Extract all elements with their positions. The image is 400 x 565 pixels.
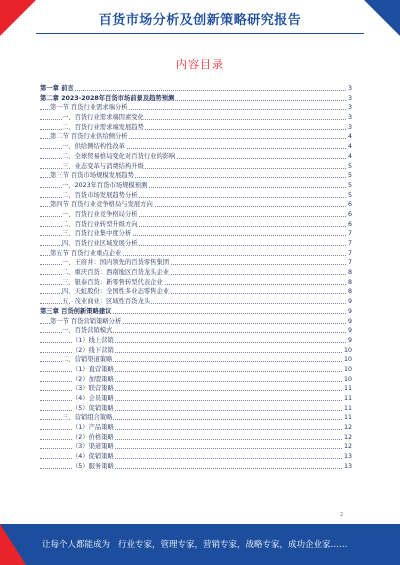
- toc-entry[interactable]: [40, 103, 352, 113]
- toc-entry[interactable]: [40, 375, 352, 385]
- toc-entry[interactable]: [40, 346, 352, 356]
- toc-entry[interactable]: [40, 317, 352, 327]
- toc-entry-page: 3: [347, 104, 352, 112]
- toc-entry[interactable]: [40, 181, 352, 191]
- toc-entry-page: 6: [347, 201, 352, 209]
- toc-entry-page: 10: [343, 375, 352, 383]
- toc-entry-label: 一、2023年百货市场规模预测: [62, 181, 148, 189]
- toc-entry-page: 8: [347, 288, 352, 296]
- toc-entry[interactable]: [40, 384, 352, 394]
- toc-entry-label: 一、百货行业需求端因素变化: [62, 114, 144, 122]
- toc-entry-page: 7: [347, 249, 352, 257]
- toc-entry-page: 5: [347, 162, 352, 170]
- toc-entry-label: 三、百货行业集中度分析: [62, 230, 132, 238]
- report-title: 百货市场分析及创新策略研究报告: [98, 13, 302, 28]
- toc-entry-label: （2）价格策略: [72, 433, 114, 441]
- toc-entry-page: 3: [347, 94, 352, 102]
- header-rule: [36, 33, 364, 34]
- toc-entry-label: 第二节 百货行业供给侧分析: [50, 133, 128, 141]
- toc-entry-page: 8: [347, 269, 352, 277]
- toc-entry-label: （3）联营策略: [72, 385, 114, 393]
- toc-entry-page: 5: [347, 191, 352, 199]
- footer-red-tab: [0, 524, 26, 565]
- toc-entry-page: 12: [343, 433, 352, 441]
- toc-entry-page: 7: [347, 230, 352, 238]
- toc-entry-label: 三、银泰百货：新零售转型代表企业: [62, 278, 163, 286]
- toc-entry-page: 11: [343, 385, 352, 393]
- toc-entry-label: （3）渠道策略: [72, 443, 114, 451]
- toc-entry[interactable]: [40, 365, 352, 375]
- footer-slogan: 让每个人都能成为: [42, 540, 111, 550]
- toc-entry-label: （5）促销策略: [72, 404, 114, 412]
- toc-entry-label: （4）会员策略: [72, 395, 114, 402]
- toc-entry-label: 一、百货行业竞争格局分析: [62, 210, 138, 218]
- toc-entry-page: 9: [347, 317, 352, 325]
- table-of-contents: [40, 84, 352, 472]
- toc-entry[interactable]: [40, 258, 352, 268]
- toc-entry-label: 一、供给侧结构性改革: [62, 143, 125, 151]
- toc-entry-label: （1）线上营销: [72, 336, 114, 344]
- toc-entry-page: 4: [347, 133, 352, 141]
- toc-entry-label: 第五节 百货行业重点企业: [50, 249, 122, 257]
- toc-entry-label: 二、全球贸易格局变化对百货行业的影响: [62, 152, 176, 160]
- toc-entry-label: 第三节 百货市场规模发展趋势: [50, 172, 134, 180]
- toc-entry-page: 7: [347, 240, 352, 247]
- toc-entry-label: 第三章 百货创新策略建议: [40, 307, 112, 315]
- toc-entry-label: 一、百货营销模式: [62, 327, 113, 335]
- toc-entry[interactable]: [40, 132, 352, 142]
- toc-entry-page: 8: [347, 278, 352, 286]
- toc-entry[interactable]: [40, 200, 352, 210]
- toc-entry-page: 12: [343, 424, 352, 432]
- toc-entry[interactable]: [40, 336, 352, 346]
- toc-entry[interactable]: [40, 404, 352, 414]
- toc-entry-label: （4）促销策略: [72, 453, 114, 461]
- toc-entry-page: 10: [343, 365, 352, 373]
- toc-entry[interactable]: [40, 394, 352, 404]
- toc-entry-page: 3: [347, 123, 352, 131]
- toc-entry-label: 三、业态变革与消费结构升级: [62, 162, 144, 170]
- toc-entry[interactable]: [40, 433, 352, 443]
- toc-entry-label: 二、百货市场发展趋势分析: [62, 191, 138, 199]
- toc-entry-page: 9: [347, 336, 352, 344]
- toc-entry-page: 6: [347, 210, 352, 218]
- toc-entry[interactable]: [40, 423, 352, 433]
- toc-entry[interactable]: [40, 162, 352, 172]
- toc-entry[interactable]: [40, 442, 352, 452]
- toc-entry-label: （2）线下营销: [72, 346, 114, 354]
- toc-entry-page: 7: [347, 259, 352, 267]
- toc-entry-label: 四、百货行业区域发展分析: [62, 240, 138, 247]
- toc-entry-label: 五、茂业商业：区域性百货龙头: [62, 298, 151, 306]
- toc-entry-page: 6: [347, 220, 352, 228]
- page-header: [0, 0, 400, 36]
- toc-entry[interactable]: [40, 413, 352, 423]
- toc-entry-page: 4: [347, 152, 352, 160]
- toc-entry[interactable]: [40, 268, 352, 278]
- toc-entry[interactable]: [40, 239, 352, 249]
- toc-entry[interactable]: [40, 278, 352, 288]
- toc-heading: 内容目录: [176, 58, 224, 71]
- page-number: 2: [340, 512, 344, 518]
- toc-entry-label: 二、百货行业需求端发展趋势: [62, 123, 144, 131]
- toc-entry[interactable]: [40, 297, 352, 307]
- toc-entry-label: 第一节 百货行业需求端分析: [50, 104, 128, 112]
- toc-entry-page: 9: [347, 327, 352, 335]
- toc-entry-page: 5: [347, 181, 352, 189]
- toc-entry[interactable]: [40, 210, 352, 220]
- toc-entry[interactable]: [40, 94, 352, 104]
- toc-entry-label: 第四节 百货行业竞争格局与发展方向: [50, 201, 153, 209]
- toc-leader-dots: [40, 90, 348, 91]
- toc-entry[interactable]: [40, 152, 352, 162]
- toc-entry[interactable]: [40, 191, 352, 201]
- toc-entry-label: 二、百货行业转型升级方向: [62, 220, 138, 228]
- toc-entry-page: 9: [347, 298, 352, 306]
- toc-entry-label: 二、重庆百货：西南地区百货龙头企业: [62, 269, 170, 277]
- toc-entry-page: 11: [343, 395, 352, 402]
- toc-entry[interactable]: [40, 84, 352, 94]
- toc-entry[interactable]: [40, 113, 352, 123]
- toc-entry[interactable]: [40, 326, 352, 336]
- toc-entry-page: 11: [343, 414, 352, 422]
- toc-entry-page: 5: [347, 172, 352, 180]
- toc-entry-page: 13: [343, 453, 352, 461]
- toc-entry[interactable]: [40, 355, 352, 365]
- toc-entry-label: 四、天虹股份：全国性多业态零售企业: [62, 288, 170, 296]
- toc-entry-label: 三、营销组合策略: [62, 414, 113, 422]
- toc-entry[interactable]: [40, 452, 352, 462]
- footer-roles: 行业专家，管理专家，营销专家，战略专家，成功企业家……: [118, 540, 348, 550]
- toc-entry[interactable]: [40, 229, 352, 239]
- toc-entry-label: （1）直营策略: [72, 365, 114, 373]
- toc-entry[interactable]: [40, 123, 352, 133]
- toc-entry-page: 10: [343, 356, 352, 364]
- toc-entry[interactable]: [40, 249, 352, 259]
- toc-entry-page: 3: [347, 85, 352, 92]
- toc-entry[interactable]: [40, 220, 352, 230]
- toc-entry-label: （5）服务策略: [72, 462, 114, 470]
- toc-entry[interactable]: [40, 307, 352, 317]
- toc-entry-page: 4: [347, 143, 352, 151]
- toc-entry-page: 10: [343, 346, 352, 354]
- toc-entry-page: 9: [347, 307, 352, 315]
- toc-entry-label: 第一章 前言: [40, 85, 74, 92]
- toc-entry-label: 二、营销渠道策略: [62, 356, 113, 364]
- toc-entry[interactable]: [40, 287, 352, 297]
- toc-entry-label: 第二章 2023-2028年百货市场前景及趋势预测: [40, 94, 175, 102]
- toc-entry-label: 第一节 百货营销策略分析: [50, 317, 122, 325]
- toc-entry-page: 11: [343, 404, 352, 412]
- toc-entry-label: （2）加盟策略: [72, 375, 114, 383]
- toc-entry-label: （1）产品策略: [72, 424, 114, 432]
- toc-entry[interactable]: [40, 142, 352, 152]
- toc-entry-page: 3: [347, 114, 352, 122]
- toc-entry-label: 一、王府井：国内领先的百货零售集团: [62, 259, 170, 267]
- toc-entry-page: 12: [343, 443, 352, 451]
- toc-entry[interactable]: [40, 171, 352, 181]
- toc-entry-page: 13: [343, 462, 352, 470]
- page-footer: [0, 524, 400, 565]
- toc-entry[interactable]: [40, 462, 352, 472]
